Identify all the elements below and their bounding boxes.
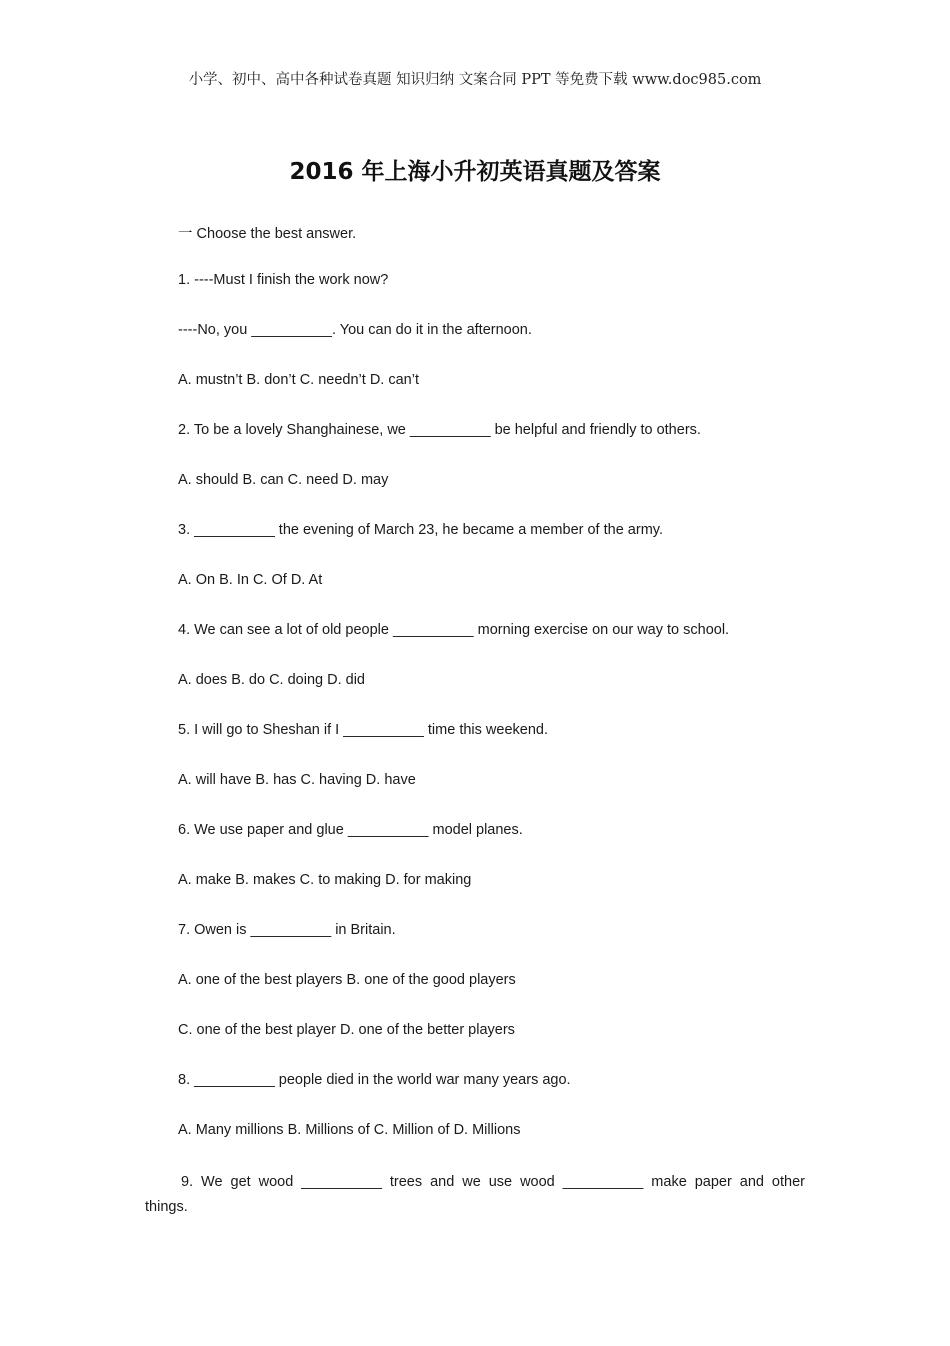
question-2-options: A. should B. can C. need D. may xyxy=(178,472,389,488)
question-8: 8. __________ people died in the world war many years ago. xyxy=(178,1072,571,1088)
question-9-line-2: things. xyxy=(145,1199,188,1215)
question-5: 5. I will go to Sheshan if I __________ time this weekend. xyxy=(178,722,548,738)
question-6-options: A. make B. makes C. to making D. for making xyxy=(178,872,472,888)
page-header: 小学、初中、高中各种试卷真题 知识归纳 文案合同 PPT 等免费下载 www.doc985.com xyxy=(188,72,762,88)
section-heading: 一 Choose the best answer. xyxy=(178,226,357,242)
question-7: 7. Owen is __________ in Britain. xyxy=(178,922,396,938)
question-5-options: A. will have B. has C. having D. have xyxy=(178,772,416,788)
question-1-answer-line: ----No, you __________. You can do it in the afternoon. xyxy=(178,322,532,338)
page-title: 2016 年上海小升初英语真题及答案 xyxy=(289,159,661,185)
question-2: 2. To be a lovely Shanghainese, we __________ be helpful and friendly to others. xyxy=(178,422,701,438)
question-3-options: A. On B. In C. Of D. At xyxy=(178,572,323,588)
question-7-options-ab: A. one of the best players B. one of the good players xyxy=(178,972,516,988)
question-1: 1. ----Must I finish the work now? xyxy=(178,272,389,288)
question-6: 6. We use paper and glue __________ model planes. xyxy=(178,822,523,838)
question-8-options: A. Many millions B. Millions of C. Million of D. Millions xyxy=(178,1122,521,1138)
question-9 xyxy=(145,1170,805,1220)
question-7-options-cd: C. one of the best player D. one of the better players xyxy=(178,1022,515,1038)
question-9-line-1: 9. We get wood __________ trees and we use wood __________ make paper and other xyxy=(181,1174,805,1190)
question-4-options: A. does B. do C. doing D. did xyxy=(178,672,365,688)
question-4: 4. We can see a lot of old people __________ morning exercise on our way to school. xyxy=(178,622,730,638)
question-1-options: A. mustn’t B. don’t C. needn’t D. can’t xyxy=(178,372,419,388)
question-3: 3. __________ the evening of March 23, he became a member of the army. xyxy=(178,522,663,538)
